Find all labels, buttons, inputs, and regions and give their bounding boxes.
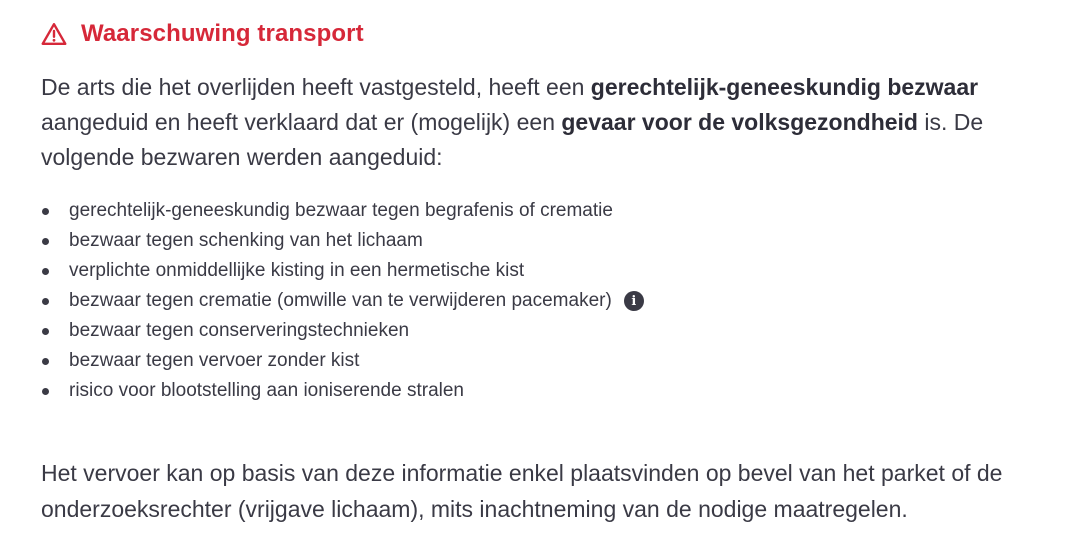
objections-list [41, 196, 644, 406]
list-item [41, 376, 644, 406]
list-item [41, 226, 644, 256]
warning-header [41, 20, 364, 48]
list-item-text: bezwaar tegen crematie (omwille van te verwijderen pacemaker) [69, 290, 612, 311]
list-item [41, 316, 644, 346]
intro-bold-objection: gerechtelijk-geneeskundig bezwaar [590, 74, 979, 100]
intro-text-1: De arts die het overlijden heeft vastgesteld, heeft een [41, 74, 591, 100]
info-icon[interactable]: i [624, 291, 644, 311]
list-item-text: verplichte onmiddellijke kisting in een hermetische kist [69, 260, 525, 281]
intro-bold-danger: gevaar voor de volksgezondheid [561, 109, 918, 135]
list-item-text: risico voor blootstelling aan ioniserende stralen [69, 380, 465, 401]
list-item-text: gerechtelijk-geneeskundig bezwaar tegen begrafenis of crematie [69, 200, 613, 221]
intro-text-2: aangeduid en heeft verklaard dat er (mogelijk) een [41, 109, 562, 135]
list-item [41, 196, 644, 226]
list-item [41, 256, 644, 286]
list-item-text: bezwaar tegen schenking van het lichaam [69, 230, 423, 251]
intro-text-3: is. De volgende bezwaren werden aangeduid: [41, 109, 984, 170]
intro-paragraph [41, 70, 1051, 175]
outro-paragraph: Het vervoer kan op basis van deze informatie enkel plaatsvinden op bevel van het parket of de onderzoeksrechter (vrijgave lichaam), mits inachtneming van de nodige maatregelen. [41, 460, 1003, 522]
warning-title: Waarschuwing transport [81, 20, 364, 47]
list-item [41, 286, 644, 316]
list-item [41, 346, 644, 376]
warning-triangle-icon [41, 22, 67, 46]
list-item-text: bezwaar tegen conserveringstechnieken [69, 320, 410, 341]
list-item-text: bezwaar tegen vervoer zonder kist [69, 350, 360, 371]
